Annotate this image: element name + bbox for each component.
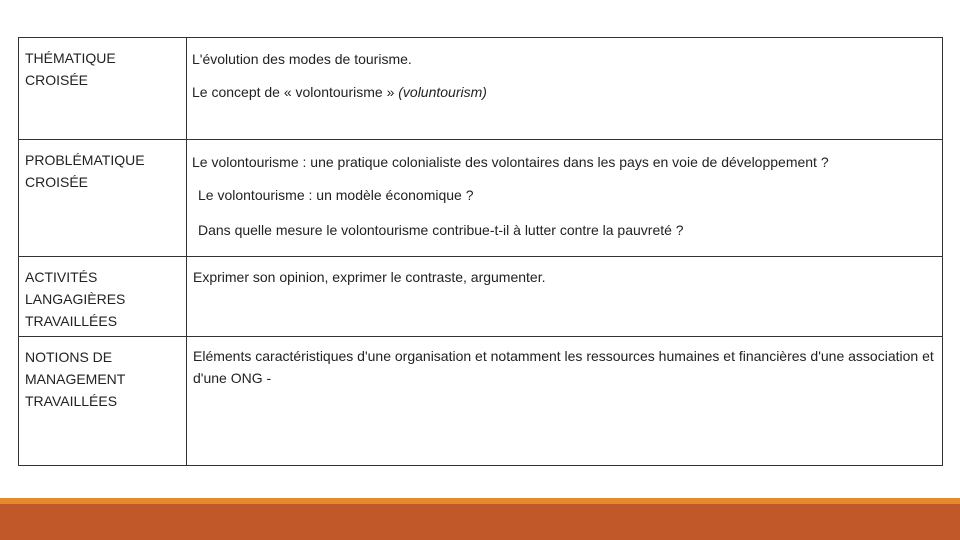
row-content — [187, 38, 942, 139]
row-content — [187, 337, 942, 465]
content-line — [192, 81, 487, 103]
row-label: NOTIONS DE MANAGEMENT TRAVAILLÉES — [19, 337, 187, 465]
content-text: Le concept de « volontourisme » — [192, 84, 399, 100]
curriculum-table — [18, 37, 943, 466]
content-text: Exprimer son opinion, exprimer le contraste, argumenter. — [193, 269, 546, 285]
content-line: L'évolution des modes de tourisme. — [192, 51, 412, 67]
table-row-problematique — [19, 140, 942, 257]
content-italic-text: (voluntourism) — [398, 84, 487, 100]
table-row-activites — [19, 257, 942, 337]
row-content — [187, 257, 942, 336]
row-label: PROBLÉMATIQUE CROISÉE — [19, 140, 187, 256]
content-line: Le volontourisme : un modèle économique ? — [198, 187, 474, 203]
table-row-notions — [19, 337, 942, 465]
row-label: ACTIVITÉS LANGAGIÈRES TRAVAILLÉES — [19, 257, 187, 336]
table-row-thematique — [19, 38, 942, 140]
row-content — [187, 140, 942, 256]
footer-bar — [0, 504, 960, 540]
row-label: THÉMATIQUE CROISÉE — [19, 38, 187, 139]
content-text: Eléments caractéristiques d'une organisation et notamment les ressources humaines et financières d'une association et d'une ONG - — [193, 348, 934, 386]
content-line: Dans quelle mesure le volontourisme contribue-t-il à lutter contre la pauvreté ? — [198, 222, 684, 238]
content-line: Le volontourisme : une pratique colonialiste des volontaires dans les pays en voie de développement ? — [192, 154, 829, 170]
